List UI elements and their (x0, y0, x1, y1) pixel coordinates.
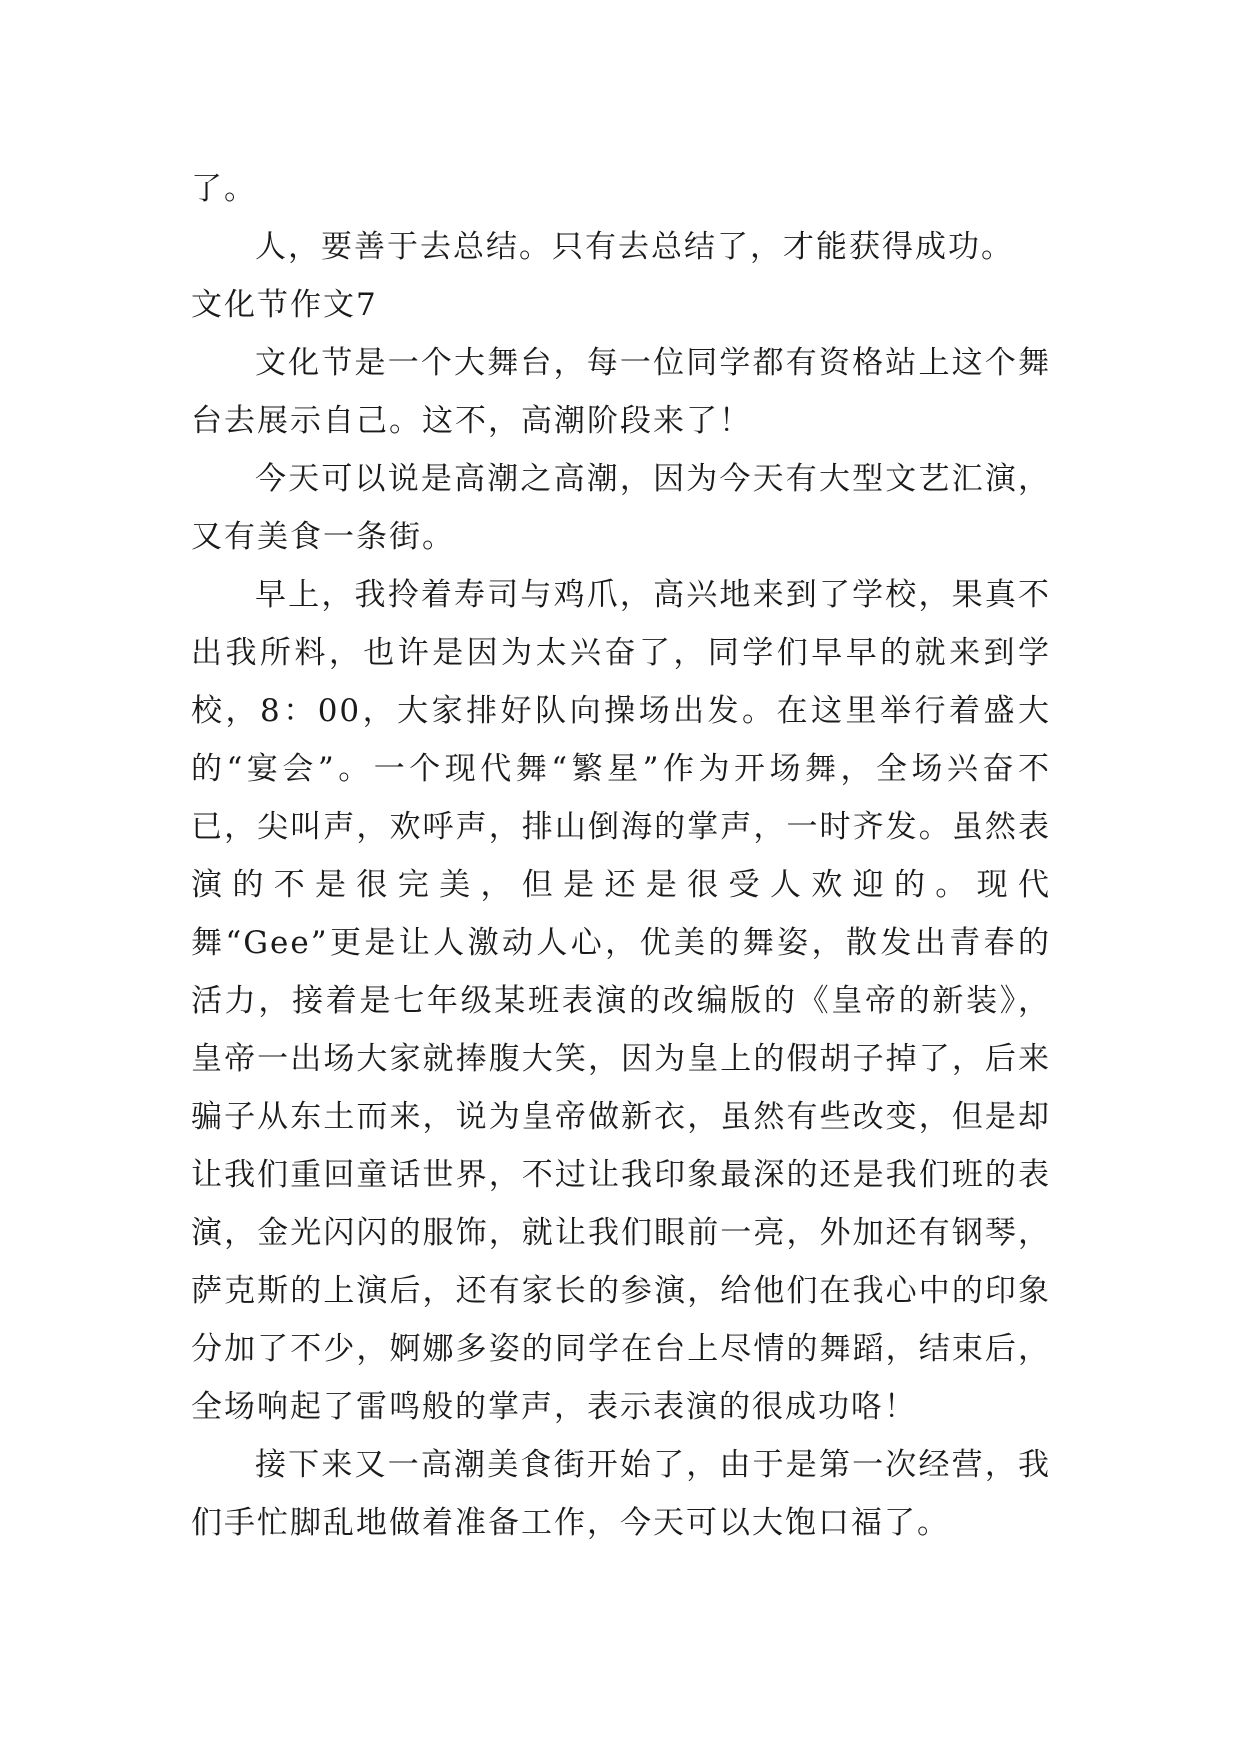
paragraph-ending: 了。 (191, 171, 257, 207)
paragraph-morning: 早上，我拎着寿司与鸡爪，高兴地来到了学校，果真不出我所料，也许是因为太兴奋了，同学们早早的就来到学校，8：00，大家排好队向操场出发。在这里举行着盛大的“宴会”。一个现代舞“繁星”作为开场舞，全场兴奋不已，尖叫声，欢呼声，排山倒海的掌声，一时齐发。虽然表演的不是很完美，但是还是很受人欢迎的。现代舞“Gee”更是让人激动人心，优美的舞姿，散发出青春的活力，接着是七年级某班表演的改编版的《皇帝的新装》，皇帝一出场大家就捧腹大笑，因为皇上的假胡子掉了，后来骗子从东土而来，说为皇帝做新衣，虽然有些改变，但是却让我们重回童话世界，不过让我印象最深的还是我们班的表演，金光闪闪的服饰，就让我们眼前一亮，外加还有钢琴，萨克斯的上演后，还有家长的参演，给他们在我心中的印象分加了不少，婀娜多姿的同学在台上尽情的舞蹈，结束后，全场响起了雷鸣般的掌声，表示表演的很成功咯！ (191, 577, 1051, 1425)
document-page (191, 160, 1051, 1552)
paragraph-intro: 文化节是一个大舞台，每一位同学都有资格站上这个舞台去展示自己。这不，高潮阶段来了！ (191, 345, 1051, 439)
paragraph-today: 今天可以说是高潮之高潮，因为今天有大型文艺汇演，又有美食一条街。 (191, 461, 1051, 555)
paragraph-food-street: 接下来又一高潮美食街开始了，由于是第一次经营，我们手忙脚乱地做着准备工作，今天可以大饱口福了。 (191, 1447, 1051, 1541)
essay-heading: 文化节作文7 (191, 287, 378, 323)
paragraph-summary: 人，要善于去总结。只有去总结了，才能获得成功。 (255, 229, 1014, 265)
